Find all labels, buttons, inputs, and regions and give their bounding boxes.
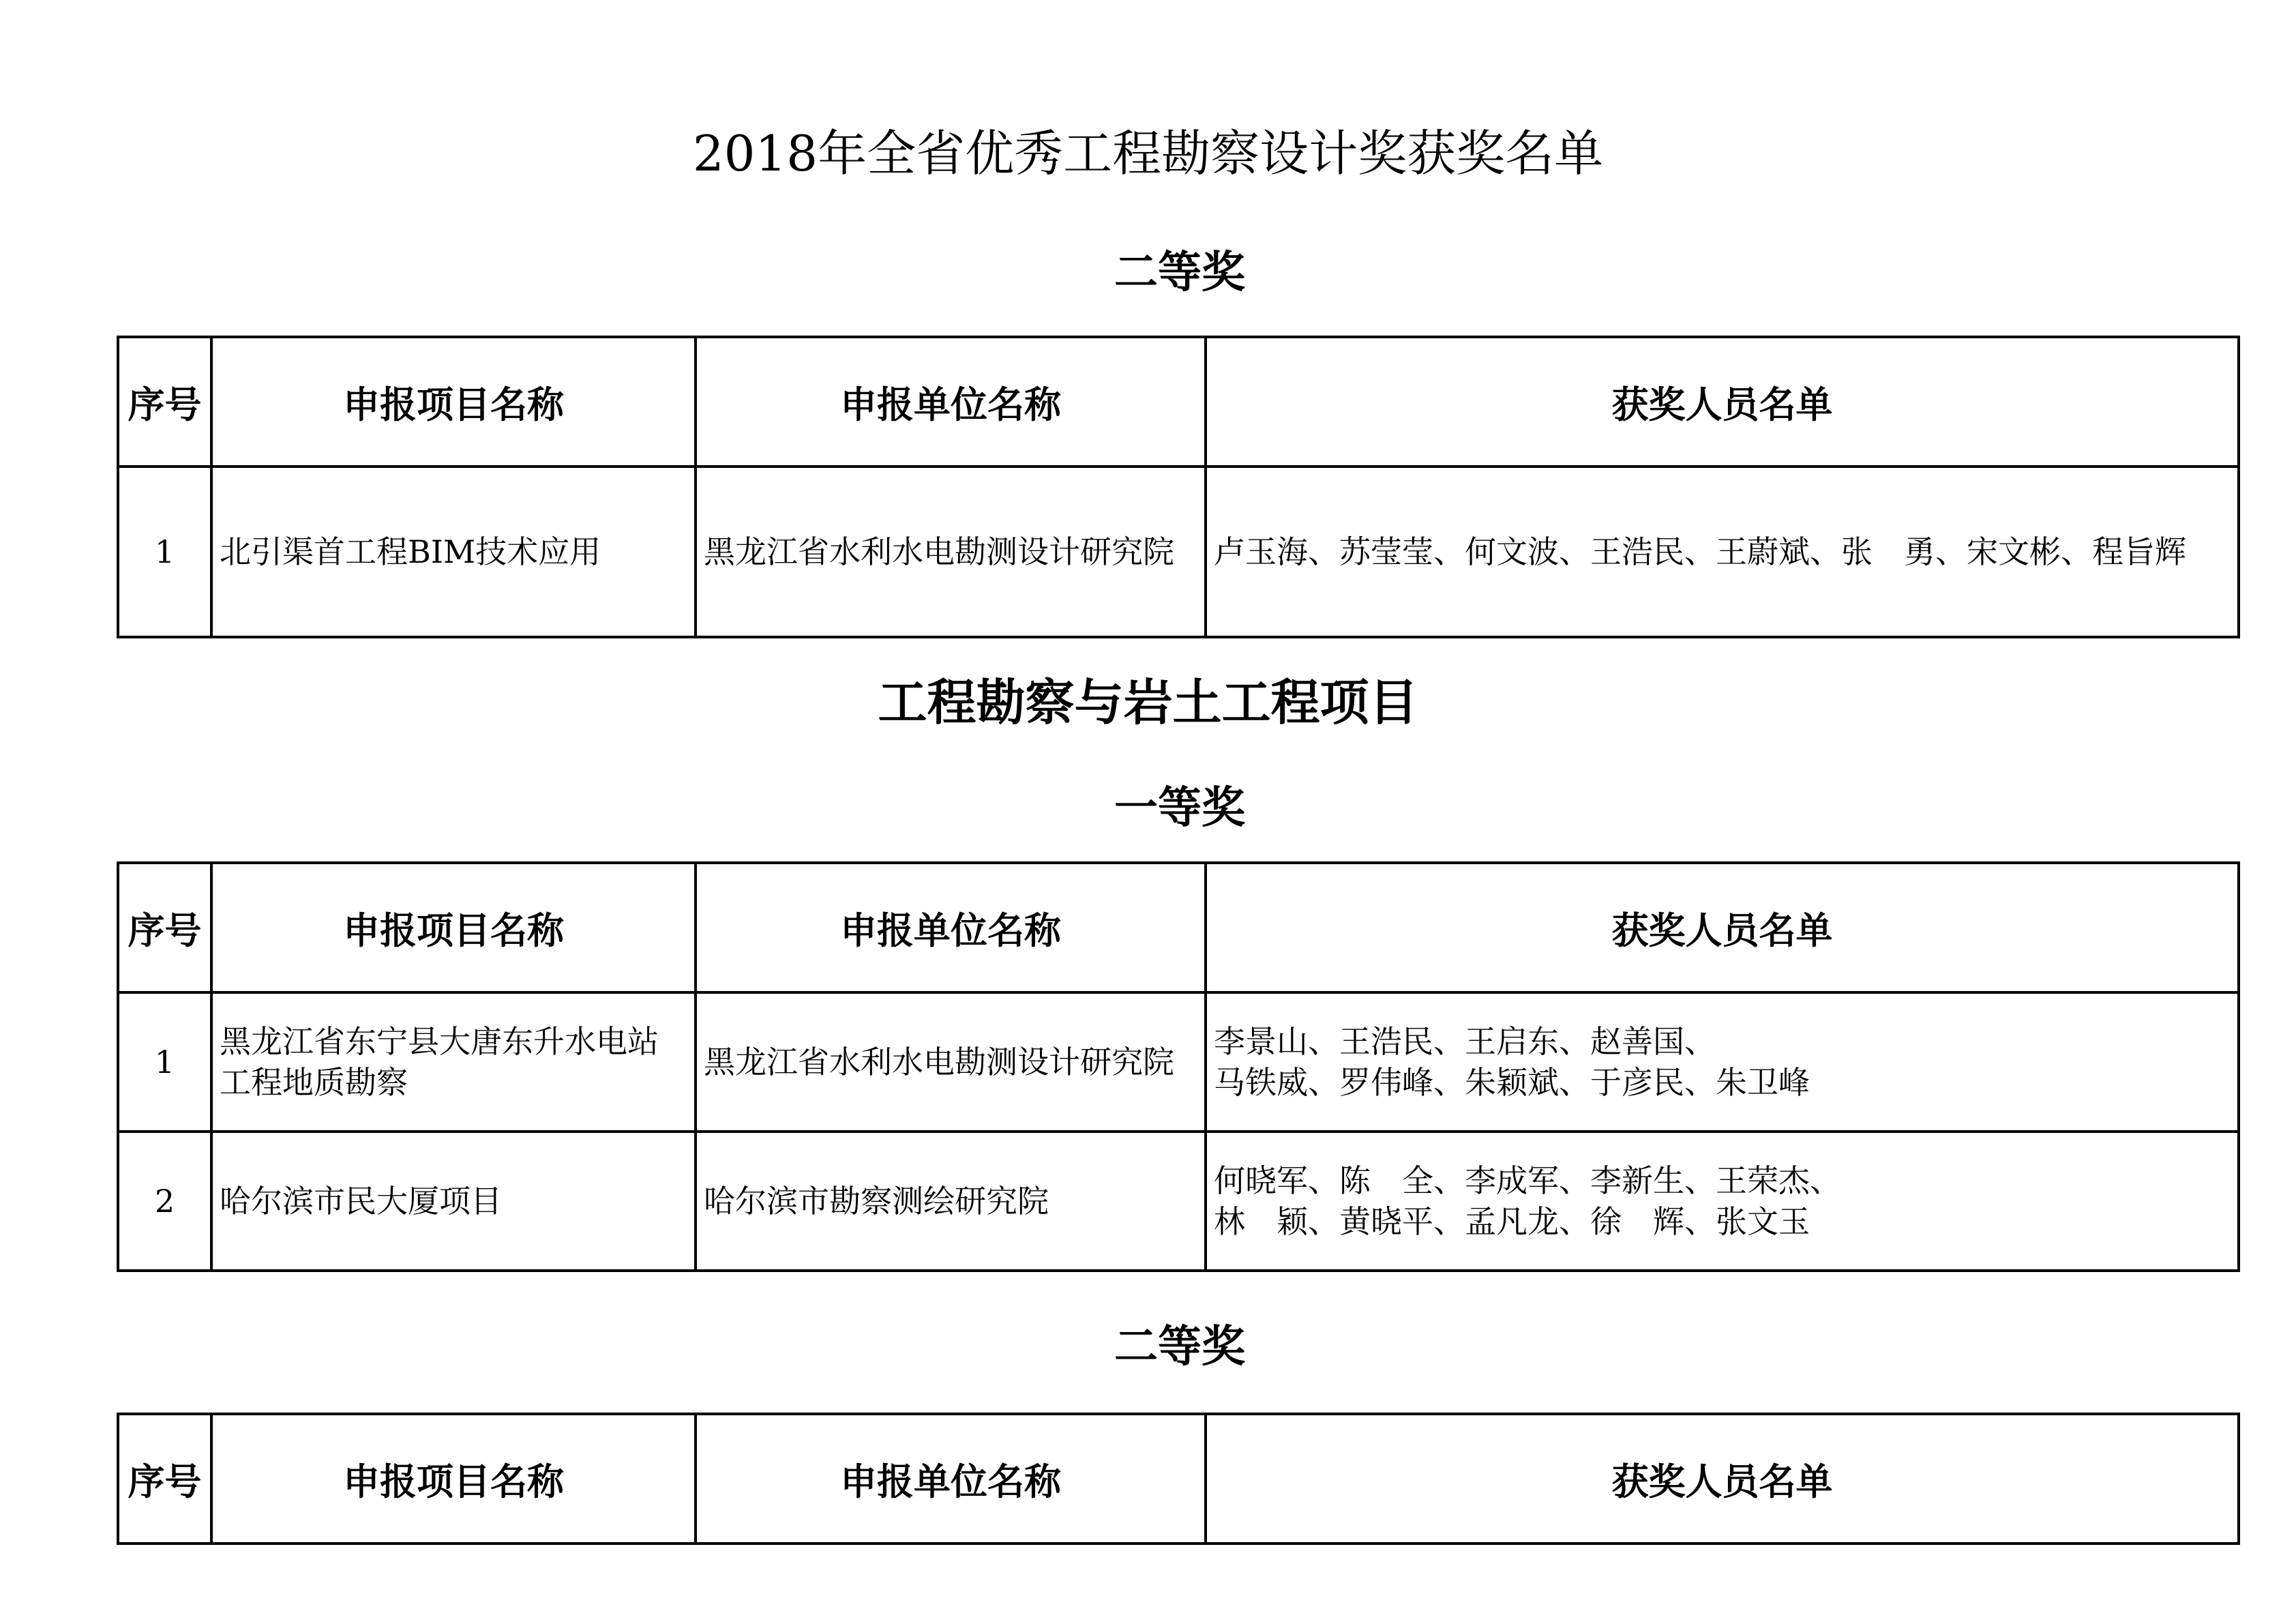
- header-unit: 申报单位名称: [696, 337, 1206, 467]
- people-line: 林 颖、黄晓平、孟凡龙、徐 辉、张文玉: [1214, 1203, 1810, 1240]
- cell-unit: 哈尔滨市勘察测绘研究院: [696, 1132, 1206, 1271]
- cell-people: [1206, 992, 2239, 1132]
- table-header-row: [118, 337, 2239, 467]
- table-row: [118, 467, 2239, 637]
- header-people: 获奖人员名单: [1206, 863, 2239, 992]
- table-row: [118, 1132, 2239, 1271]
- award-table-2: [117, 861, 2240, 1272]
- header-people: 获奖人员名单: [1206, 1414, 2239, 1544]
- people-line: 马铁威、罗伟峰、朱颖斌、于彦民、朱卫峰: [1214, 1064, 1810, 1101]
- people-line: 李景山、王浩民、王启东、赵善国、: [1214, 1023, 1716, 1060]
- cell-project: [211, 992, 696, 1132]
- header-num: 序号: [118, 337, 211, 467]
- cell-project: [211, 467, 696, 637]
- people-line: 何晓军、陈 全、李成军、李新生、王荣杰、: [1214, 1162, 1841, 1199]
- header-project: 申报项目名称: [211, 863, 696, 992]
- cell-num: 1: [118, 467, 211, 637]
- cell-unit: 黑龙江省水利水电勘测设计研究院: [696, 992, 1206, 1132]
- header-unit: 申报单位名称: [696, 863, 1206, 992]
- people-line: 卢玉海、苏莹莹、何文波、王浩民、王蔚斌、张 勇、宋文彬、程旨辉: [1214, 533, 2186, 570]
- page-title: 2018年全省优秀工程勘察设计奖获奖名单: [692, 125, 1604, 182]
- header-people: 获奖人员名单: [1206, 337, 2239, 467]
- award-level-heading: 二等奖: [1114, 247, 1245, 298]
- project-line: 黑龙江省东宁县大唐东升水电站: [220, 1023, 659, 1060]
- header-num: 序号: [118, 863, 211, 992]
- cell-people: [1206, 467, 2239, 637]
- table-header-row: [118, 1414, 2239, 1544]
- award-level-heading: 二等奖: [1114, 1321, 1245, 1372]
- project-line: 北引渠首工程BIM技术应用: [220, 533, 601, 570]
- cell-num: 1: [118, 992, 211, 1132]
- table-row: [118, 992, 2239, 1132]
- project-line: 工程地质勘察: [220, 1064, 408, 1101]
- cell-num: 2: [118, 1132, 211, 1271]
- cell-people: [1206, 1132, 2239, 1271]
- project-line: 哈尔滨市民大厦项目: [220, 1183, 502, 1220]
- section-title: 工程勘察与岩土工程项目: [878, 673, 1418, 731]
- award-table-3: [117, 1413, 2240, 1545]
- cell-project: [211, 1132, 696, 1271]
- cell-unit: 黑龙江省水利水电勘测设计研究院: [696, 467, 1206, 637]
- award-level-heading: 一等奖: [1114, 782, 1245, 833]
- award-table-1: [117, 336, 2240, 638]
- header-unit: 申报单位名称: [696, 1414, 1206, 1544]
- header-project: 申报项目名称: [211, 1414, 696, 1544]
- table-header-row: [118, 863, 2239, 992]
- header-project: 申报项目名称: [211, 337, 696, 467]
- header-num: 序号: [118, 1414, 211, 1544]
